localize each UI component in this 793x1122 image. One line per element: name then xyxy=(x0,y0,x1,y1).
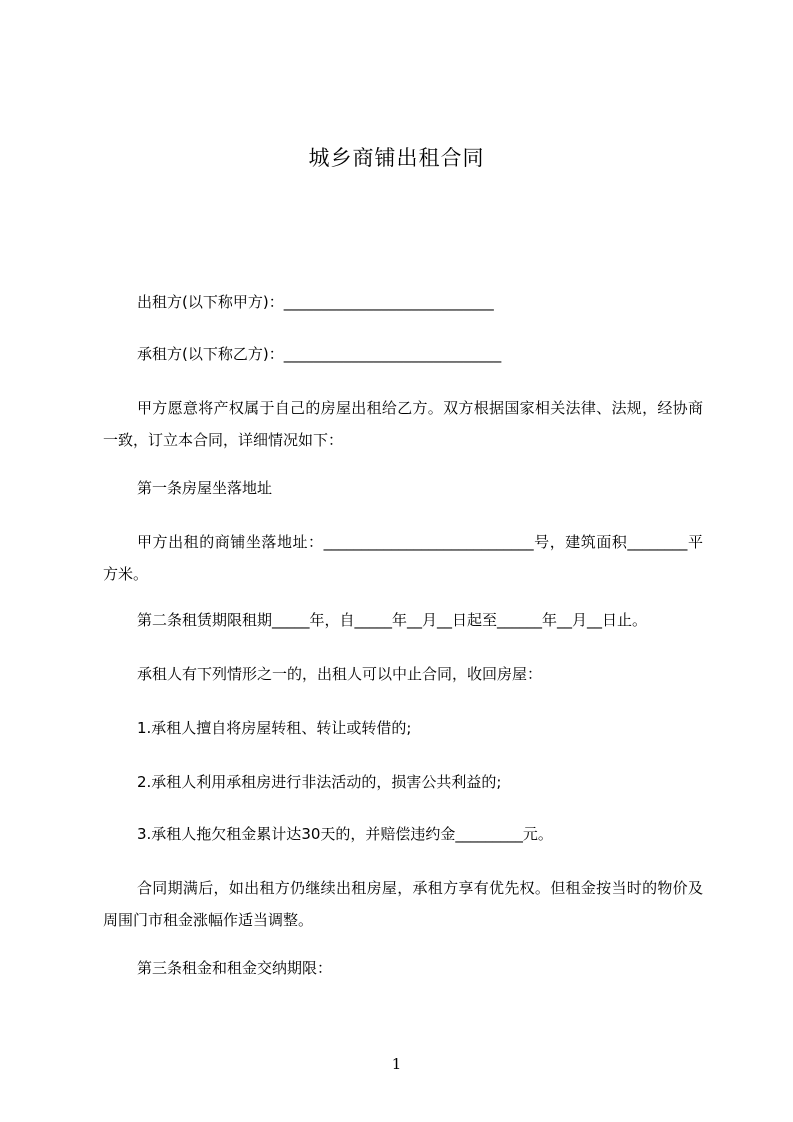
article-1-heading: 第一条房屋坐落地址 xyxy=(137,479,273,497)
page-number: 1 xyxy=(391,1055,402,1073)
termination-conditions-intro: 承租人有下列情形之一的，出租人可以中止合同，收回房屋： xyxy=(137,665,543,683)
preamble-paragraph: 甲方愿意将产权属于自己的房屋出租给乙方。双方根据国家相关法律、法规，经协商一致，订立本合同，详细情况如下： xyxy=(103,399,703,449)
address-paragraph: 甲方出租的商铺坐落地址：____________________________号，建筑面积________平方米。 xyxy=(103,533,703,583)
lessee-line: 承租方(以下称乙方)：_____________________________ xyxy=(137,345,502,363)
document-title: 城乡商铺出租合同 xyxy=(308,146,485,170)
condition-3: 3.承租人拖欠租金累计达30天的，并赔偿违约金_________元。 xyxy=(137,825,553,843)
condition-2: 2.承租人利用承租房进行非法活动的，损害公共利益的; xyxy=(137,773,502,791)
article-2-term: 第二条租赁期限租期_____年，自_____年__月__日起至______年__月__日止。 xyxy=(137,611,648,629)
condition-1: 1.承租人擅自将房屋转租、转让或转借的; xyxy=(137,719,412,737)
article-3-heading: 第三条租金和租金交纳期限： xyxy=(137,959,333,977)
lessor-line: 出租方(以下称甲方)：____________________________ xyxy=(137,293,494,311)
renewal-paragraph: 合同期满后，如出租方仍继续出租房屋，承租方享有优先权。但租金按当时的物价及周围门市租金涨幅作适当调整。 xyxy=(103,879,703,929)
